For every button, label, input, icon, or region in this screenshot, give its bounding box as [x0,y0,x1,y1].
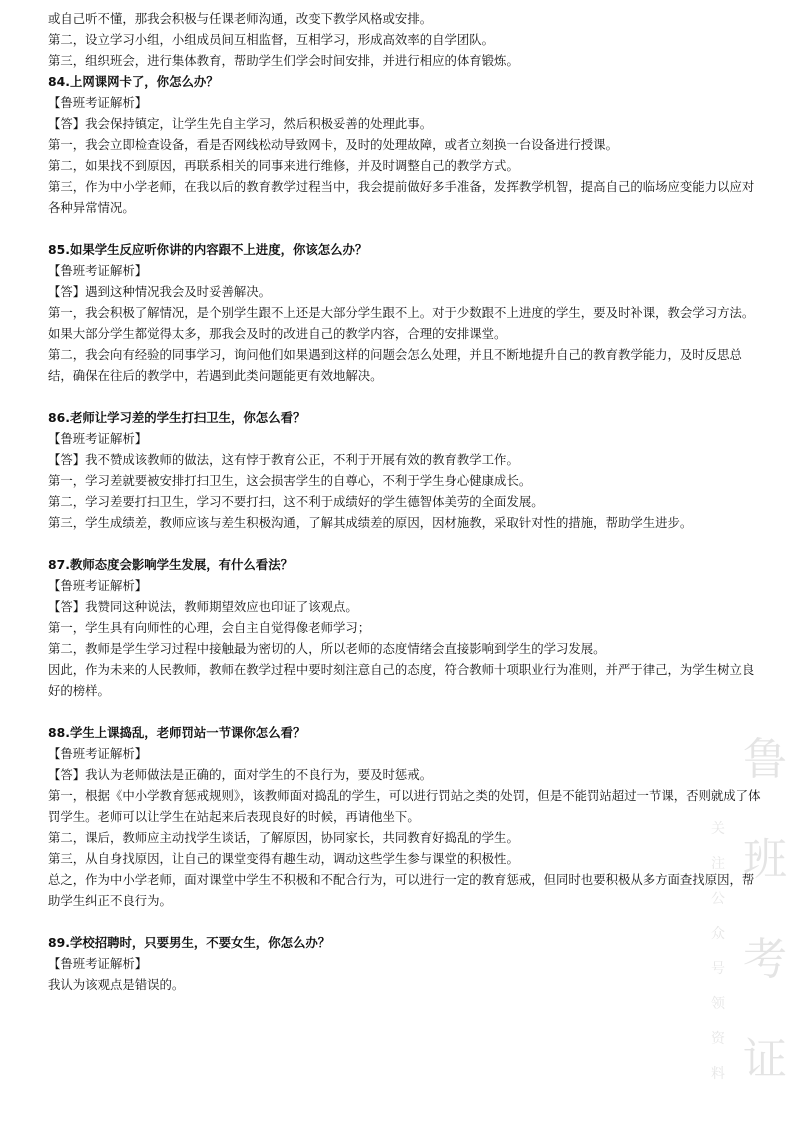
answer-line: 第二，课后，教师应主动找学生谈话，了解原因，协同家长，共同教育好捣乱的学生。 [48,830,519,845]
document-body [48,8,764,995]
answer-line: 第一，我会积极了解情况，是个别学生跟不上还是大部分学生跟不上。对于少数跟不上进度的学生，要及时补课，教会学习方法。如果大部分学生都觉得太多，那我会及时的改进自己的教学内容，合理的安排课堂。 [48,305,755,341]
watermark-char: 关 [711,821,725,837]
answer-line: 总之，作为中小学老师，面对课堂中学生不积极和不配合行为，可以进行一定的教育惩戒，但同时也要积极从多方面查找原因，帮助学生纠正不良行为。 [48,872,755,908]
watermark-caption [706,812,730,1092]
question-title: 89.学校招聘时，只要男生，不要女生，你怎么办？ [48,935,331,950]
watermark-char: 公 [711,891,725,907]
question-title: 85.如果学生反应听你讲的内容跟不上进度，你该怎么办？ [48,242,368,257]
watermark-char: 注 [711,856,725,872]
intro-line: 第二，设立学习小组，小组成员间互相监督，互相学习，形成高效率的自学团队。 [48,32,495,47]
watermark-char: 号 [711,961,725,977]
answer-line: 第一，根据《中小学教育惩戒规则》，该教师面对捣乱的学生，可以进行罚站之类的处罚，但是不能罚站超过一节课，否则就成了体罚学生。老师可以让学生在站起来后表现良好的时候，再请他坐下。 [48,788,761,824]
answer-line: 因此，作为未来的人民教师，教师在教学过程中要时刻注意自己的态度，符合教师十项职业行为准则，并严于律己，为学生树立良好的榜样。 [48,662,755,698]
answer-line: 第三，从自身找原因，让自己的课堂变得有趣生动，调动这些学生参与课堂的积极性。 [48,851,519,866]
watermark-char: 料 [711,1066,725,1082]
question-title: 84.上网课网卡了，你怎么办？ [48,74,219,89]
question-title: 88.学生上课捣乱，老师罚站一节课你怎么看？ [48,725,306,740]
answer-line: 【答】我会保持镇定，让学生先自主学习，然后积极妥善的处理此事。 [48,116,433,131]
answer-line: 我认为该观点是错误的。 [48,977,185,992]
source-tag: 【鲁班考证解析】 [48,95,148,110]
answer-line: 第一，学习差就要被安排打扫卫生，这会损害学生的自尊心，不利于学生身心健康成长。 [48,473,532,488]
question-title: 87.教师态度会影响学生发展，有什么看法？ [48,557,293,572]
answer-line: 第二，我会向有经验的同事学习，询问他们如果遇到这样的问题会怎么处理，并且不断地提升自己的教育教学能力，及时反思总结，确保在往后的教学中，若遇到此类问题能更有效地解决。 [48,347,742,383]
watermark-char: 班 [743,834,787,885]
answer-line: 第三，作为中小学老师，在我以后的教育教学过程当中，我会提前做好多手准备，发挥教学机智，提高自己的临场应变能力以应对各种异常情况。 [48,179,755,215]
answer-line: 【答】我认为老师做法是正确的，面对学生的不良行为，要及时惩戒。 [48,767,433,782]
answer-line: 第二，教师是学生学习过程中接触最为密切的人，所以老师的态度情绪会直接影响到学生的学习发展。 [48,641,606,656]
question-title: 86.老师让学习差的学生打扫卫生，你怎么看？ [48,410,306,425]
source-tag: 【鲁班考证解析】 [48,431,148,446]
answer-line: 第二，如果找不到原因，再联系相关的同事来进行维修，并及时调整自己的教学方式。 [48,158,519,173]
watermark-char: 众 [711,926,725,942]
source-tag: 【鲁班考证解析】 [48,746,148,761]
watermark-char: 证 [743,1034,787,1085]
watermark-logo [735,710,795,1110]
answer-line: 第三，学生成绩差，教师应该与差生积极沟通，了解其成绩差的原因，因材施教，采取针对性的措施，帮助学生进步。 [48,515,693,530]
watermark-char: 领 [711,996,725,1012]
watermark-char: 考 [743,934,787,985]
answer-line: 【答】我不赞成该教师的做法，这有悖于教育公正，不利于开展有效的教育教学工作。 [48,452,519,467]
intro-line: 第三，组织班会，进行集体教育，帮助学生们学会时间安排，并进行相应的体育锻炼。 [48,53,519,68]
answer-line: 第二，学习差要打扫卫生，学习不要打扫，这不利于成绩好的学生德智体美劳的全面发展。 [48,494,544,509]
watermark-char: 资 [711,1031,725,1047]
source-tag: 【鲁班考证解析】 [48,578,148,593]
source-tag: 【鲁班考证解析】 [48,956,148,971]
source-tag: 【鲁班考证解析】 [48,263,148,278]
intro-line: 或自己听不懂，那我会积极与任课老师沟通，改变下教学风格或安排。 [48,11,433,26]
answer-line: 第一，我会立即检查设备，看是否网线松动导致网卡，及时的处理故障，或者立刻换一台设备进行授课。 [48,137,618,152]
answer-line: 第一，学生具有向师性的心理，会自主自觉得像老师学习； [48,620,371,635]
answer-line: 【答】遇到这种情况我会及时妥善解决。 [48,284,272,299]
answer-line: 【答】我赞同这种说法，教师期望效应也印证了该观点。 [48,599,358,614]
watermark-char: 鲁 [743,734,787,785]
